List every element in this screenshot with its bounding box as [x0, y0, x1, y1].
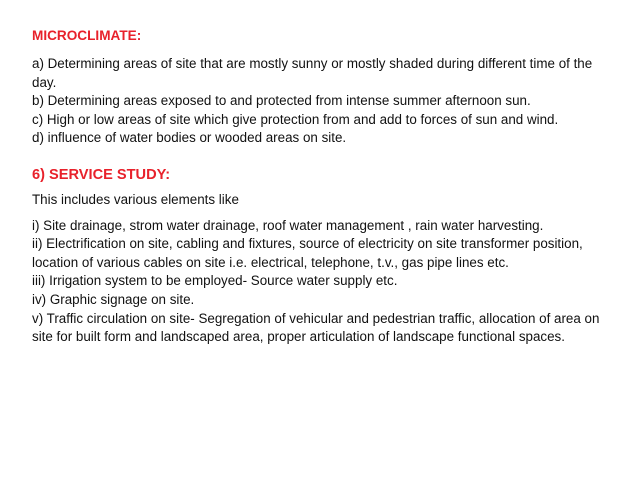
service-study-item-ii: ii) Electrification on site, cabling and fixtures, source of electricity on site transformer position, location of various cables on site i.e. electrical, telephone, t.v., gas pipe lines etc. [32, 236, 583, 270]
service-study-item-iii: iii) Irrigation system to be employed- Source water supply etc. [32, 273, 398, 289]
service-study-item-i: i) Site drainage, strom water drainage, roof water management , rain water harvesting. [32, 217, 544, 233]
service-study-item-v: v) Traffic circulation on site- Segregation of vehicular and pedestrian traffic, allocation of area on site for built form and landscaped area, proper articulation of landscape functional spaces. [32, 310, 600, 345]
service-study-intro: This includes various elements like [32, 191, 239, 207]
microclimate-item-c: c) High or low areas of site which give protection from and add to forces of sun and wind. [32, 111, 559, 127]
microclimate-item-a: a) Determining areas of site that are mostly sunny or mostly shaded during different time of the day. [32, 56, 593, 90]
service-study-heading: 6) SERVICE STUDY: [32, 166, 171, 183]
slide-content [32, 27, 617, 347]
microclimate-item-d: d) influence of water bodies or wooded areas on site. [32, 130, 347, 146]
service-study-item-iv: iv) Graphic signage on site. [32, 291, 195, 307]
microclimate-heading: MICROCLIMATE: [32, 28, 142, 43]
microclimate-item-b: b) Determining areas exposed to and protected from intense summer afternoon sun. [32, 93, 531, 109]
